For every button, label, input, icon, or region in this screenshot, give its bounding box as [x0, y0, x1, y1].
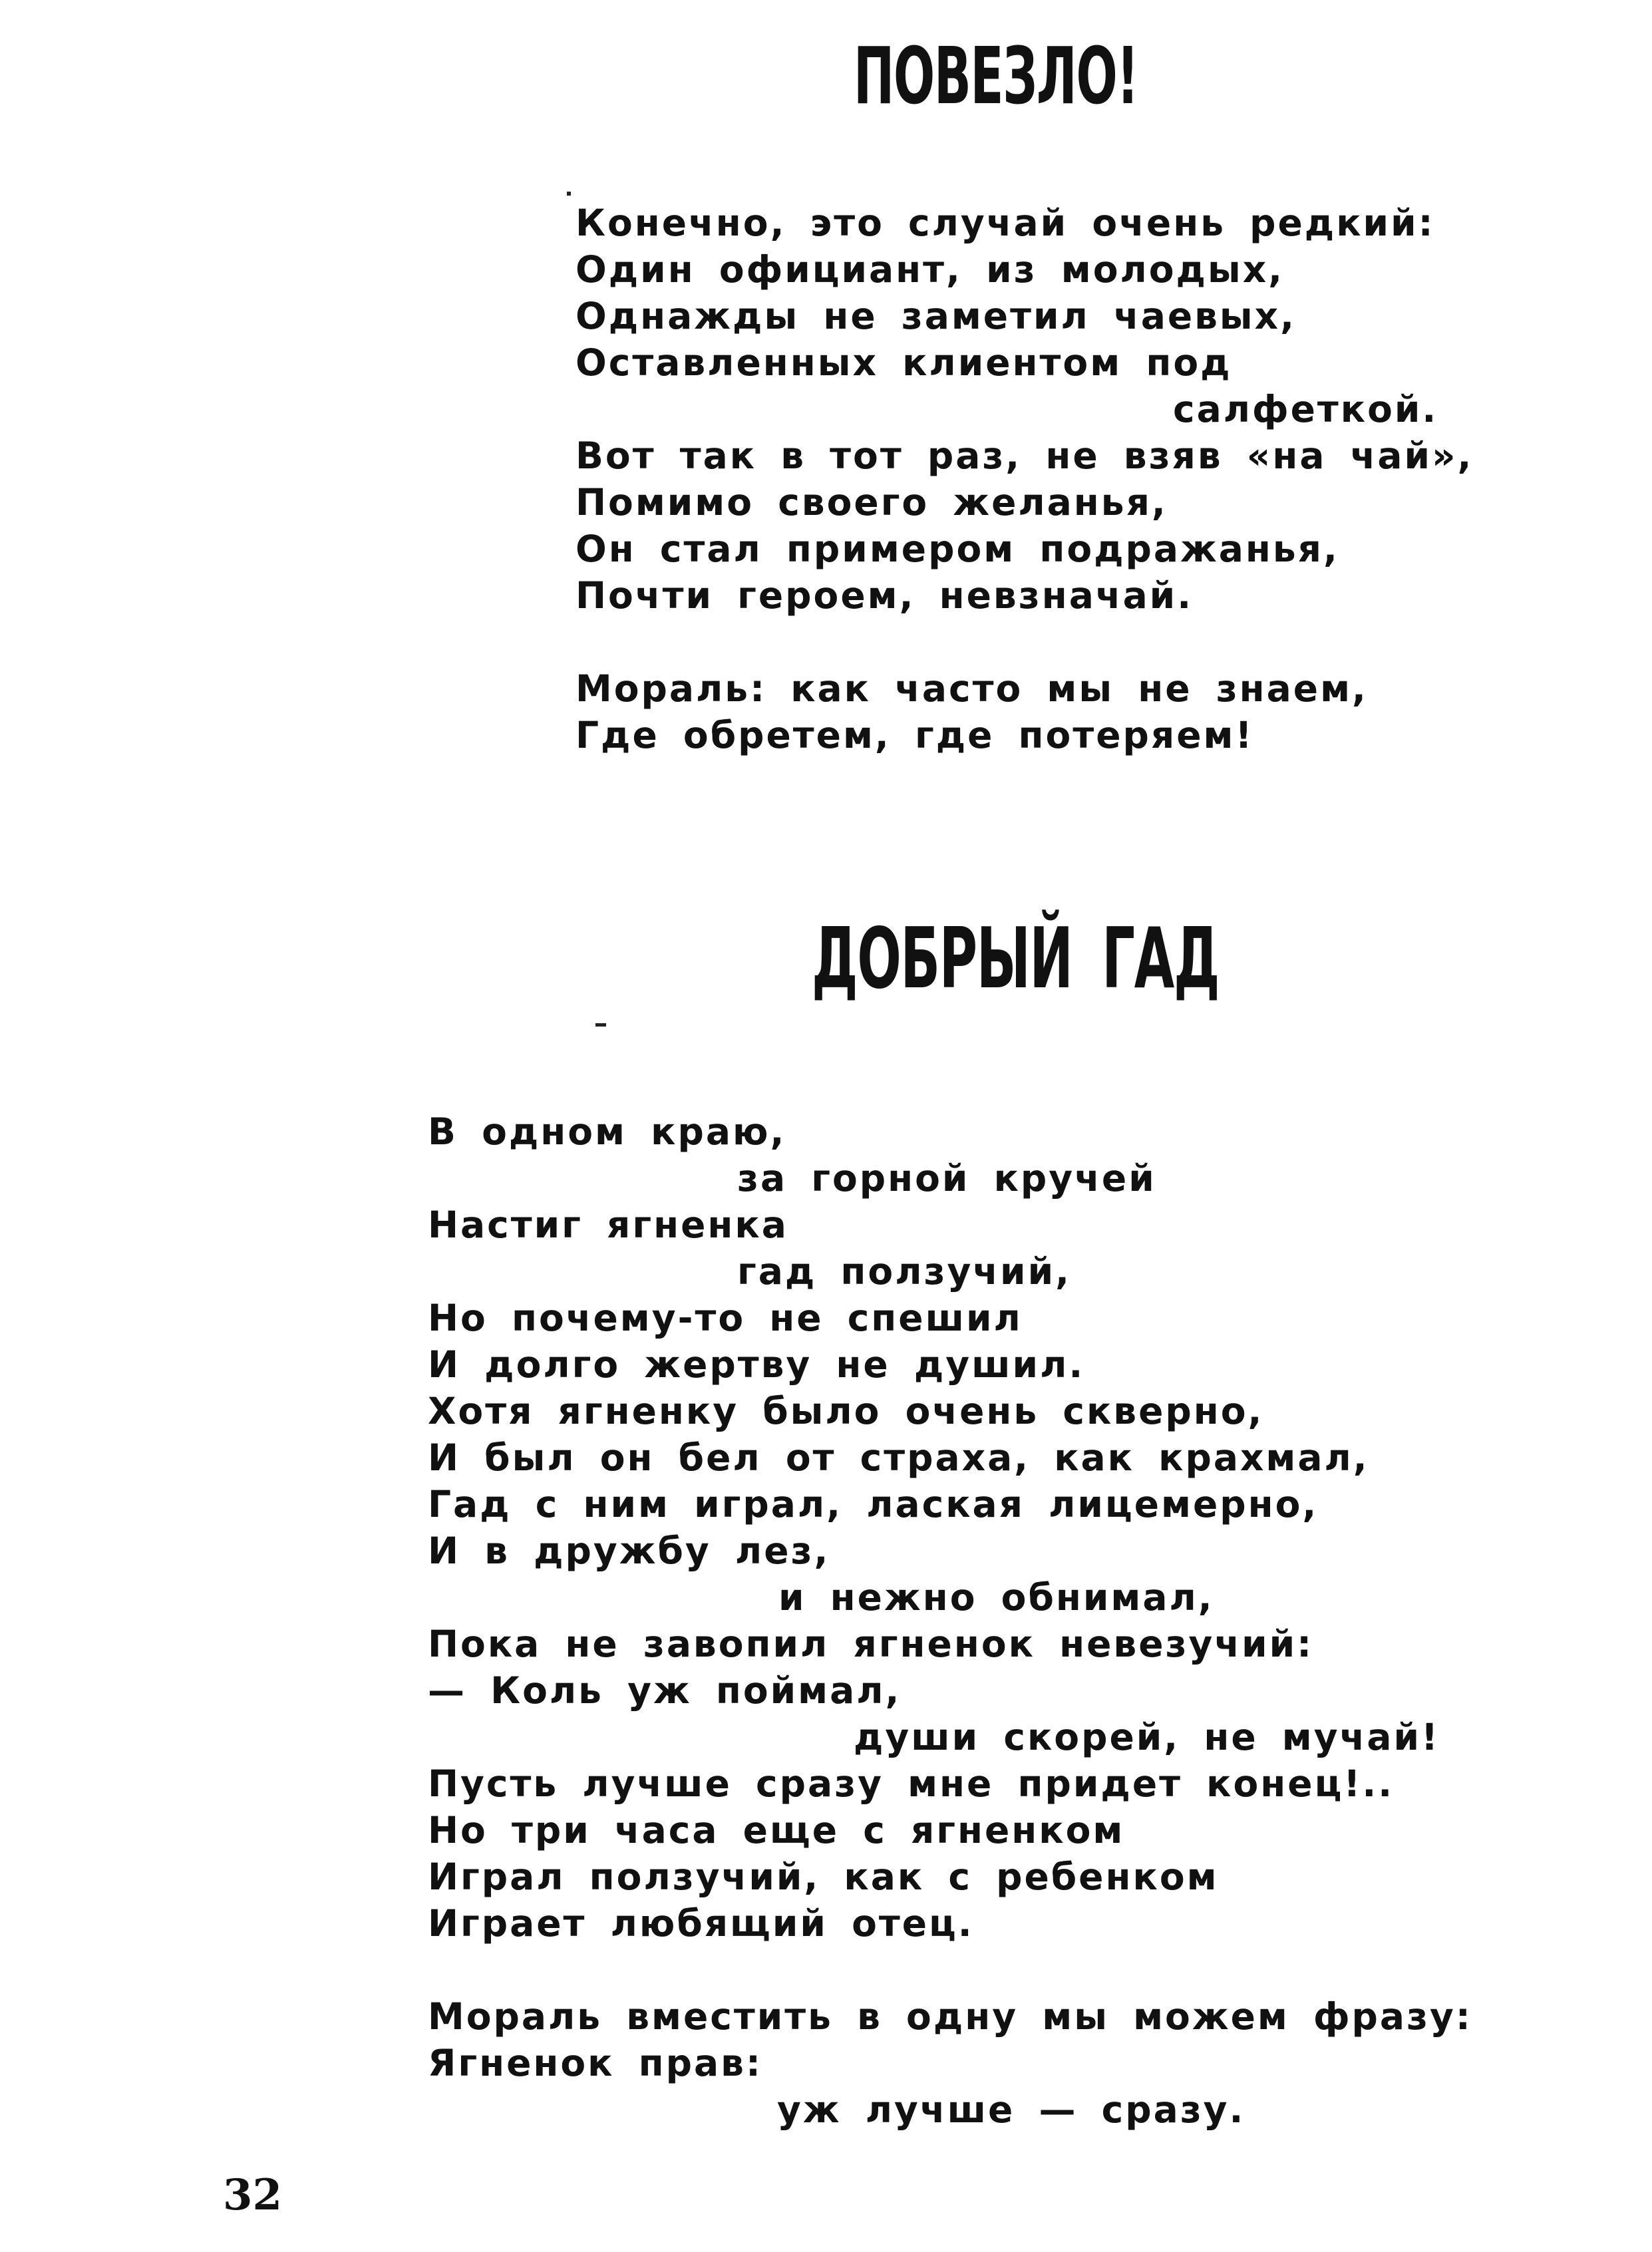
print-speck [595, 1023, 606, 1027]
page-number: 32 [223, 2170, 283, 2220]
poem-line: Он стал примером подражанья, [576, 528, 1339, 570]
poem-line: Играл ползучий, как с ребенком [428, 1855, 1219, 1898]
poem-line: Но почему-то не спешил [428, 1297, 1023, 1339]
poem-line: Пока не завопил ягненок невезучий: [428, 1623, 1314, 1665]
poem-line: И долго жертву не душил. [428, 1343, 1085, 1386]
poem-line: И был он бел от страха, как крахмал, [428, 1436, 1369, 1479]
poem-line: В одном краю, [428, 1110, 786, 1153]
stanza-gap [576, 619, 1473, 665]
poem-line: Где обретем, где потеряем! [576, 714, 1254, 756]
poem-line: Но три часа еще с ягненком [428, 1809, 1125, 1851]
poem-line: Ягненок прав: [428, 2042, 762, 2084]
poem-line: Конечно, это случай очень редкий: [576, 202, 1435, 244]
poem-line: Однажды не заметил чаевых, [576, 295, 1297, 337]
poem-line: Пусть лучше сразу мне придет конец!.. [428, 1762, 1395, 1805]
poem-line: Мораль вместить в одну мы можем фразу: [428, 1995, 1472, 2038]
stanza-gap [428, 1947, 1472, 1993]
poem-line: Один официант, из молодых, [576, 248, 1285, 291]
poem-line: Мораль: как часто мы не знаем, [576, 667, 1368, 710]
poem-line: Почти героем, невзначай. [576, 574, 1194, 617]
poem-line: гад ползучий, [737, 1250, 1072, 1293]
poem-line: — Коль уж поймал, [428, 1669, 902, 1712]
poem-line: Оставленных клиентом под [576, 341, 1232, 384]
poem-line: Гад с ним играл, лаская лицемерно, [428, 1483, 1319, 1526]
poem-line: Настиг ягненка [428, 1204, 788, 1246]
poem-line: за горной кручей [737, 1157, 1156, 1200]
poem-2-title: ДОБРЫЙ ГАД [812, 909, 1220, 1007]
poem-line: уж лучше — сразу. [777, 2088, 1245, 2131]
poem-1-body [576, 200, 1473, 758]
poem-line: салфеткой. [1173, 388, 1438, 430]
poem-line: души скорей, не мучай! [854, 1716, 1440, 1758]
poem-line: Вот так в тот раз, не взяв «на чай», [576, 434, 1474, 477]
poem-line: И в дружбу лез, [428, 1529, 830, 1572]
poem-1-title: ПОВЕЗЛО! [854, 30, 1138, 122]
poem-line: Играет любящий отец. [428, 1902, 974, 1945]
print-speck [567, 192, 571, 196]
poem-line: и нежно обнимал, [778, 1576, 1214, 1619]
poem-2-body [428, 1108, 1472, 2133]
poem-line: Хотя ягненку было очень скверно, [428, 1390, 1264, 1432]
poem-line: Помимо своего желанья, [576, 481, 1168, 524]
